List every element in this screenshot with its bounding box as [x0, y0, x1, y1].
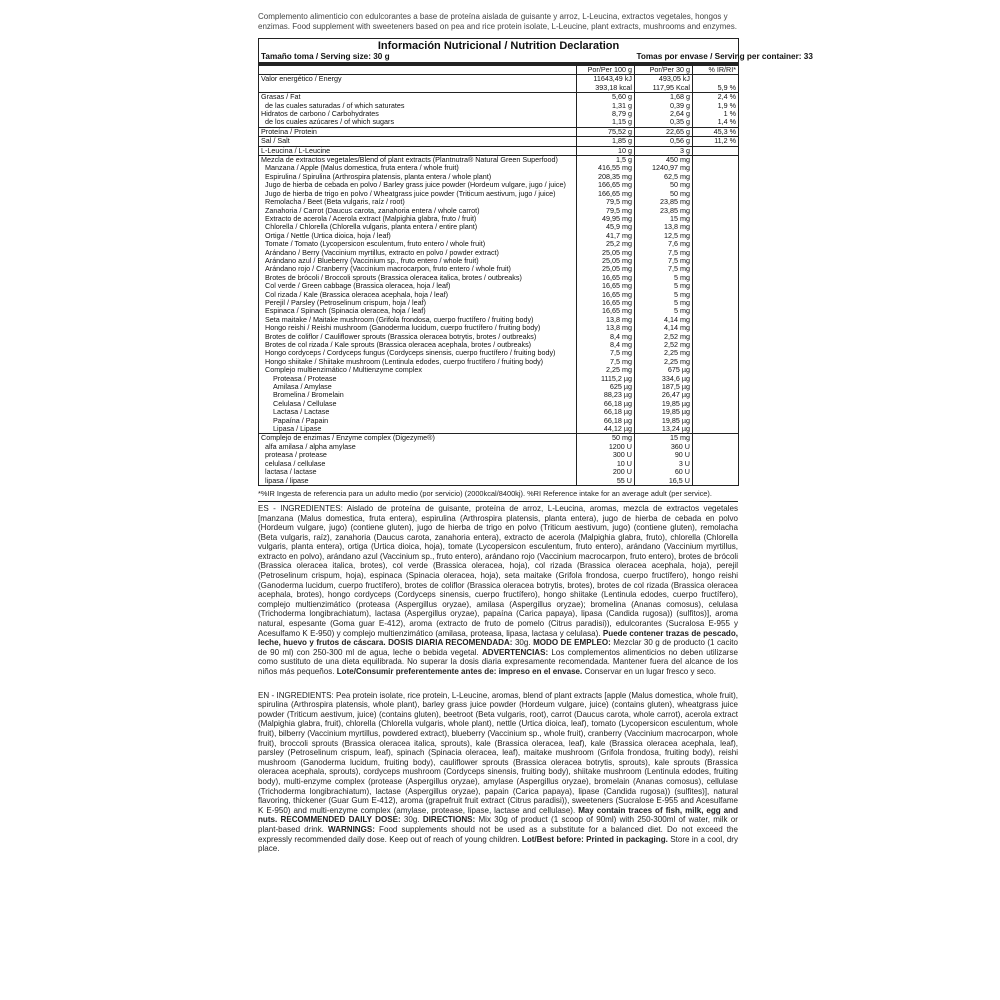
value-ir [693, 232, 739, 240]
value-per-100g: 200 U [577, 468, 635, 476]
nutrient-label: Complejo multienzimático / Multienzyme complex [259, 366, 577, 374]
leucine-row: L-Leucina / L-Leucine 10 g 3 g [259, 146, 739, 155]
saturates-row: de las cuales saturadas / of which saturates 1,31 g 0,39 g 1,9 % [259, 102, 739, 110]
nutrient-label: Remolacha / Beet (Beta vulgaris, raíz / root) [259, 198, 577, 206]
nutrient-label: Hongo shiitake / Shiitake mushroom (Lentinula edodes, cuerpo fructífero / fruiting body) [259, 358, 577, 366]
value-per-30g: 5 mg [635, 282, 693, 290]
value-per-100g: 16,65 mg [577, 282, 635, 290]
value-per-30g: 50 mg [635, 181, 693, 189]
value-per-100g: 16,65 mg [577, 307, 635, 315]
value-per-30g: 15 mg [635, 215, 693, 223]
nutrient-label: Seta maitake / Maitake mushroom (Grifola frondosa, cuerpo fructífero / fruiting body) [259, 316, 577, 324]
value-per-100g: 25,05 mg [577, 249, 635, 257]
value-per-30g: 2,52 mg [635, 341, 693, 349]
column-per-100g: Por/Per 100 g [577, 64, 635, 75]
value-per-100g: 166,65 mg [577, 181, 635, 189]
nutrient-label: Brotes de col rizada / Kale sprouts (Brassica oleracea acephala, brotes / outbreaks) [259, 341, 577, 349]
value-per-30g: 1240,97 mg [635, 164, 693, 172]
nutrient-label: Jugo de hierba de trigo en polvo / Wheatgrass juice powder (Triticum aestivum, jugo / juice) [259, 190, 577, 198]
value-per-100g: 16,65 mg [577, 274, 635, 282]
value-per-30g: 50 mg [635, 190, 693, 198]
value-ir [693, 477, 739, 486]
nutrient-label: Lipasa / Lipase [259, 425, 577, 434]
value-per-30g: 5 mg [635, 307, 693, 315]
value-per-30g: 5 mg [635, 274, 693, 282]
column-per-30g: Por/Per 30 g [635, 64, 693, 75]
value-per-100g: 8,4 mg [577, 341, 635, 349]
value-ir [693, 341, 739, 349]
nutrient-label: alfa amilasa / alpha amylase [259, 443, 577, 451]
protein-row: Proteína / Protein 75,52 g 22,65 g 45,3 % [259, 127, 739, 136]
nutrient-label: Celulasa / Cellulase [259, 400, 577, 408]
value-ir [693, 425, 739, 434]
value-per-30g: 7,6 mg [635, 240, 693, 248]
servings-per-container: Tomas por envase / Serving per container: 33 [635, 52, 739, 64]
column-ir: % IR/RI* [693, 64, 739, 75]
value-ir [693, 223, 739, 231]
value-per-30g: 334,6 µg [635, 375, 693, 383]
value-per-30g: 2,52 mg [635, 333, 693, 341]
value-per-100g: 16,65 mg [577, 291, 635, 299]
nutrition-title: Información Nutricional / Nutrition Declaration [377, 40, 620, 52]
nutrient-label: Ortiga / Nettle (Urtica dioica, hoja / leaf) [259, 232, 577, 240]
value-per-100g: 25,2 mg [577, 240, 635, 248]
nutrient-label: Brotes de brócoli / Broccoli sprouts (Brassica oleracea italica, brotes / outbreaks) [259, 274, 577, 282]
nutrition-table [258, 38, 813, 486]
value-per-30g: 675 µg [635, 366, 693, 374]
value-per-30g: 26,47 µg [635, 391, 693, 399]
nutrient-label: proteasa / protease [259, 451, 577, 459]
energy-kcal-row: 393,18 kcal 117,95 Kcal 5,9 % [259, 84, 739, 93]
value-per-100g: 10 U [577, 460, 635, 468]
value-ir [693, 460, 739, 468]
nutrient-label: Perejil / Parsley (Petroselinum crispum, hoja / leaf) [259, 299, 577, 307]
value-per-30g: 7,5 mg [635, 249, 693, 257]
value-per-100g: 79,5 mg [577, 198, 635, 206]
nutrient-label: Hongo reishi / Reishi mushroom (Ganoderma lucidum, cuerpo fructífero / fruiting body) [259, 324, 577, 332]
value-per-30g: 16,5 U [635, 477, 693, 486]
value-ir [693, 451, 739, 459]
value-ir [693, 400, 739, 408]
value-per-100g: 55 U [577, 477, 635, 486]
nutrient-label: Brotes de coliflor / Cauliflower sprouts (Brassica oleracea botrytis, brotes / outbreaks) [259, 333, 577, 341]
value-per-100g: 13,8 mg [577, 316, 635, 324]
value-ir [693, 324, 739, 332]
nutrient-label: Col rizada / Kale (Brassica oleracea acephala, hoja / leaf) [259, 291, 577, 299]
nutrient-label: Arándano rojo / Cranberry (Vaccinium macrocarpon, fruto entero / whole fruit) [259, 265, 577, 273]
value-per-30g: 13,8 mg [635, 223, 693, 231]
nutrient-label: Arándano azul / Blueberry (Vaccinium sp., fruto entero / whole fruit) [259, 257, 577, 265]
value-per-100g: 7,5 mg [577, 358, 635, 366]
nutrient-label: Chlorella / Chlorella (Chlorella vulgaris, planta entera / entire plant) [259, 223, 577, 231]
value-per-30g: 2,25 mg [635, 349, 693, 357]
value-per-30g: 13,24 µg [635, 425, 693, 434]
value-per-30g: 5 mg [635, 291, 693, 299]
value-ir [693, 265, 739, 273]
enzyme-complex-row: Complejo de enzimas / Enzyme complex (Digezyme®) 50 mg 15 mg [259, 434, 739, 443]
value-per-30g: 4,14 mg [635, 324, 693, 332]
nutrient-label: lipasa / lipase [259, 477, 577, 486]
nutrient-label: Amilasa / Amylase [259, 383, 577, 391]
value-ir [693, 316, 739, 324]
value-per-100g: 88,23 µg [577, 391, 635, 399]
value-per-100g: 7,5 mg [577, 349, 635, 357]
value-per-100g: 1200 U [577, 443, 635, 451]
value-ir [693, 274, 739, 282]
nutrient-label: Arándano / Berry (Vaccinium myrtillus, extracto en polvo / powder extract) [259, 249, 577, 257]
value-ir [693, 307, 739, 315]
value-per-100g: 44,12 µg [577, 425, 635, 434]
value-per-30g: 90 U [635, 451, 693, 459]
value-ir [693, 358, 739, 366]
value-per-30g: 60 U [635, 468, 693, 476]
value-ir [693, 257, 739, 265]
nutrient-label: Jugo de hierba de cebada en polvo / Barley grass juice powder (Hordeum vulgare, jugo / juice) [259, 181, 577, 189]
nutrient-row [259, 460, 739, 468]
value-per-30g: 360 U [635, 443, 693, 451]
value-per-30g: 23,85 mg [635, 207, 693, 215]
value-per-100g: 2,25 mg [577, 366, 635, 374]
nutrient-row [259, 451, 739, 459]
value-per-30g: 19,85 µg [635, 408, 693, 416]
value-per-30g: 7,5 mg [635, 257, 693, 265]
nutrient-label: Papaína / Papain [259, 417, 577, 425]
nutrient-label: Espirulina / Spirulina (Arthrospira platensis, planta entera / whole plant) [259, 173, 577, 181]
value-per-30g: 19,85 µg [635, 417, 693, 425]
value-per-30g: 7,5 mg [635, 265, 693, 273]
value-per-30g: 4,14 mg [635, 316, 693, 324]
value-ir [693, 173, 739, 181]
value-ir [693, 468, 739, 476]
nutrient-label: Lactasa / Lactase [259, 408, 577, 416]
value-ir [693, 215, 739, 223]
divider [258, 501, 738, 502]
value-per-30g: 19,85 µg [635, 400, 693, 408]
value-per-100g: 25,05 mg [577, 257, 635, 265]
plant-blend-row: Mezcla de extractos vegetales/Blend of plant extracts (Plantnutra® Natural Green Superfood) 1,5 g 450 mg [259, 156, 739, 165]
nutrient-row [259, 468, 739, 476]
value-ir [693, 282, 739, 290]
value-ir [693, 366, 739, 374]
value-per-100g: 41,7 mg [577, 232, 635, 240]
nutrient-row [259, 477, 739, 486]
value-ir [693, 240, 739, 248]
value-per-100g: 25,05 mg [577, 265, 635, 273]
nutrient-label: Proteasa / Protease [259, 375, 577, 383]
value-ir [693, 417, 739, 425]
nutrient-label: Bromelina / Bromelain [259, 391, 577, 399]
value-per-100g: 66,18 µg [577, 400, 635, 408]
value-per-100g: 79,5 mg [577, 207, 635, 215]
value-ir [693, 443, 739, 451]
value-per-100g: 66,18 µg [577, 417, 635, 425]
value-per-30g: 5 mg [635, 299, 693, 307]
plant-blend-items [259, 164, 739, 374]
value-ir [693, 249, 739, 257]
value-ir [693, 181, 739, 189]
value-per-100g: 49,95 mg [577, 215, 635, 223]
salt-row: Sal / Salt 1,85 g 0,56 g 11,2 % [259, 137, 739, 146]
value-per-100g: 300 U [577, 451, 635, 459]
value-per-30g: 187,5 µg [635, 383, 693, 391]
carbohydrates-row: Hidratos de carbono / Carbohydrates 8,79 g 2,64 g 1 % [259, 110, 739, 118]
multienzyme-items [259, 375, 739, 434]
nutrient-label: lactasa / lactase [259, 468, 577, 476]
value-per-30g: 3 U [635, 460, 693, 468]
value-ir [693, 349, 739, 357]
value-per-100g: 208,35 mg [577, 173, 635, 181]
value-per-100g: 45,9 mg [577, 223, 635, 231]
value-per-30g: 62,5 mg [635, 173, 693, 181]
nutrient-label: Tomate / Tomato (Lycopersicon esculentum, fruto entero / whole fruit) [259, 240, 577, 248]
value-ir [693, 207, 739, 215]
label-panel [258, 12, 813, 854]
nutrient-row [259, 443, 739, 451]
nutrient-label: Zanahoria / Carrot (Daucus carota, zanahoria entera / whole carrot) [259, 207, 577, 215]
nutrient-label: Espinaca / Spinach (Spinacia oleracea, hoja / leaf) [259, 307, 577, 315]
value-ir [693, 291, 739, 299]
value-per-100g: 16,65 mg [577, 299, 635, 307]
value-per-100g: 66,18 µg [577, 408, 635, 416]
value-ir [693, 375, 739, 383]
value-ir [693, 164, 739, 172]
value-per-100g: 1115,2 µg [577, 375, 635, 383]
value-ir [693, 198, 739, 206]
energy-row: Valor energético / Energy 11643,49 kJ 493,05 kJ [259, 75, 739, 84]
value-ir [693, 391, 739, 399]
reference-intake-footnote: *%IR Ingesta de referencia para un adulto medio (por servicio) (2000kcal/8400kj). %RI Reference intake for an average adult (per service). [258, 488, 712, 498]
value-per-100g: 166,65 mg [577, 190, 635, 198]
nutrient-label: Col verde / Green cabbage (Brassica oleracea, hoja / leaf) [259, 282, 577, 290]
value-per-100g: 625 µg [577, 383, 635, 391]
value-per-30g: 23,85 mg [635, 198, 693, 206]
nutrient-label: Hongo cordyceps / Cordyceps fungus (Cordyceps sinensis, cuerpo fructífero / fruiting body) [259, 349, 577, 357]
ingredients-en: EN - INGREDIENTS: Pea protein isolate, rice protein, L-Leucine, aromas, blend of plant extracts [apple (Malus domestica, whole fruit), spirulina (Arthrospira platensis, whole plant), barley grass juice powder (Hordeum vulgare, juice) (contains gluten), wheatgrass juice powder (Triticum aestivum, juice) (contains gluten), beetroot (Beta vulgaris, root), carrot (Daucus carota, whole carrot), acerola extract (Malpighia glabra, fruit), chlorella (Chlorella vulgaris, whole plant), nettle (Urtica dioica, leaf), tomato (Lycopersicon esculentum, whole fruit), bilberry (Vaccinium myrtillus, powdered extract), blueberry (Vaccinium sp., whole fruit), cranberry (Vaccinium macrocarpon, whole fruit), broccoli sprouts (Brassica oleracea italica, sprouts), kale (Brassica oleracea, leaf), kale (Brassica oleracea acephala, leaf), parsley (Petroselinum crispum, leaf), spinach (Spinacia oleracea, leaf), maitake mushroom (Grifola frondosa, fruiting body), reishi mushroom (Ganoderma lucidum, fruiting body), cauliflower sprouts (Brassica oleracea botrytis, sprouts), kale sprouts (Brassica oleracea acephala, sprouts), cordyceps mushroom (Cordyceps sinensis, fruiting body), shiitake mushroom (Lentinula edodes, fruiting body), multi-enzyme complex (protease (Aspergillus oryzae), amylase (Aspergillus oryzae), bromelain (Ananas comosus), cellulase (Trichoderma longibrachiatum), lactase (Aspergillus oryzae), papain (Carica papaya), lipase (Candida rugosa)) (sulfites)], natural flavoring, thickener (Guar Gum E-412), aroma (grapefruit fruit extract (Citrus paradisi)), sweeteners (Sucralose E-955 and Acesulfame K E-950) and multi-enzyme complex (amylase, protease, lipase, lactase and cellulase). May contain traces of fish, milk, egg and nuts. RECOMMENDED DAILY DOSE: 30g. DIRECTIONS: Mix 30g of product (1 scoop of 90ml) with 250-300ml of water, milk or plant-based drink. WARNINGS: Food supplements should not be used as a substitute for a balanced diet. Do not exceed the expressly recommended daily dose. Keep out of reach of young children. Lot/Best before: Printed in packaging. Store in a cool, dry place. [258, 690, 738, 854]
nutrient-label: celulasa / cellulase [259, 460, 577, 468]
value-per-30g: 2,25 mg [635, 358, 693, 366]
value-ir [693, 299, 739, 307]
value-ir [693, 383, 739, 391]
nutrient-label: Extracto de acerola / Acerola extract (Malpighia glabra, fruto / fruit) [259, 215, 577, 223]
ingredients-es: ES - INGREDIENTES: Aislado de proteína de guisante, proteína de arroz, L-Leucina, aromas, mezcla de extractos vegetales [manzana (Malus domestica, fruta entera), espirulina (Arthrospira platensis, planta entera), jugo de hierba de cebada en polvo (Hordeum vulgare, jugo) (contiene gluten), jugo de hierba de trigo en polvo (Triticum aestivum, jugo) (contiene gluten), remolacha (Beta vulgaris, raíz), zanahoria (Daucus carota, zanahoria entera), extracto de acerola (Malpighia glabra, fruto), chlorella (Chlorella vulgaris, planta entera), ortiga (Urtica dioica, hoja), tomate (Lycopersicon esculentum, fruto entero), arándano (Vaccinium myrtillus, extracto en polvo), arándano azul (Vaccinium sp., fruto entero), arándano rojo (Vaccinium macrocarpon, fruto entero), brotes de brócoli (Brassica oleracea italica, brotes), col verde (Brassica oleracea, hoja), col rizada (Brassica oleracea acephala, hoja), perejil (Petroselinum crispum, hoja), espinaca (Spinacia oleracea, hoja), seta maitake (Grifola frondosa, cuerpo fructífero), hongo reishi (Ganoderma lucidum, cuerpo fructífero), brotes de coliflor (Brassica oleracea botrytis, brotes), brotes de col rizada (Brassica oleracea acephala, brotes), hongo cordyceps (Cordyceps sinensis, cuerpo fructífero), hongo shiitake (Lentinula edodes, cuerpo fructífero), complejo multienzimático (proteasa (Aspergillus oryzae), amilasa (Aspergillus oryzae); bromelina (Ananas comosus), celulasa (Trichoderma longibrachiatum), lactasa (Aspergillus oryzae), papaína (Carica papaya), lipasa (Candida rugosa)) (sulfitos)], aroma natural, espesante (Goma guar E-412), aroma (extracto de fruto de pomelo (Citrus paradisi)), edulcorantes (Sucralosa E-955 y Acesulfamo K E-950) y complejo multienzimático (amilasa, proteasa, lipasa, lactasa y celulasa). Puede contener trazas de pescado, leche, huevo y frutos de cáscara. DOSIS DIARIA RECOMENDADA: 30g. MODO DE EMPLEO: Mezclar 30 g de producto (1 cacito de 90 ml) con 250-300 ml de agua, leche o bebida vegetal. ADVERTENCIAS: Los complementos alimenticios no deben utilizarse como sustituto de una dieta equilibrada. No superar la dosis diaria expresamente recomendada. Mantener fuera del alcance de los niños más pequeños. Lote/Consumir preferentemente antes de: impreso en el envase. Conservar en un lugar fresco y seco. [258, 503, 738, 676]
enzyme-items [259, 443, 739, 486]
value-per-100g: 416,55 mg [577, 164, 635, 172]
value-per-100g: 8,4 mg [577, 333, 635, 341]
value-per-30g: 12,5 mg [635, 232, 693, 240]
fat-row: Grasas / Fat 5,60 g 1,68 g 2,4 % [259, 93, 739, 102]
value-ir [693, 333, 739, 341]
nutrient-label: Manzana / Apple (Malus domestica, fruta entera / whole fruit) [259, 164, 577, 172]
value-ir [693, 190, 739, 198]
product-description: Complemento alimenticio con edulcorantes a base de proteína aislada de guisante y arroz, L-Leucina, extractos vegetales, hongos y enzimas. Food supplement with sweeteners based on pea and rice protein isolate, L-Leucine, plant extracts, mushrooms and enzymes. [258, 12, 737, 31]
value-per-100g: 13,8 mg [577, 324, 635, 332]
value-ir [693, 408, 739, 416]
serving-size: Tamaño toma / Serving size: 30 g [259, 52, 635, 64]
sugars-row: de los cuales azúcares / of which sugars 1,15 g 0,35 g 1,4 % [259, 118, 739, 127]
